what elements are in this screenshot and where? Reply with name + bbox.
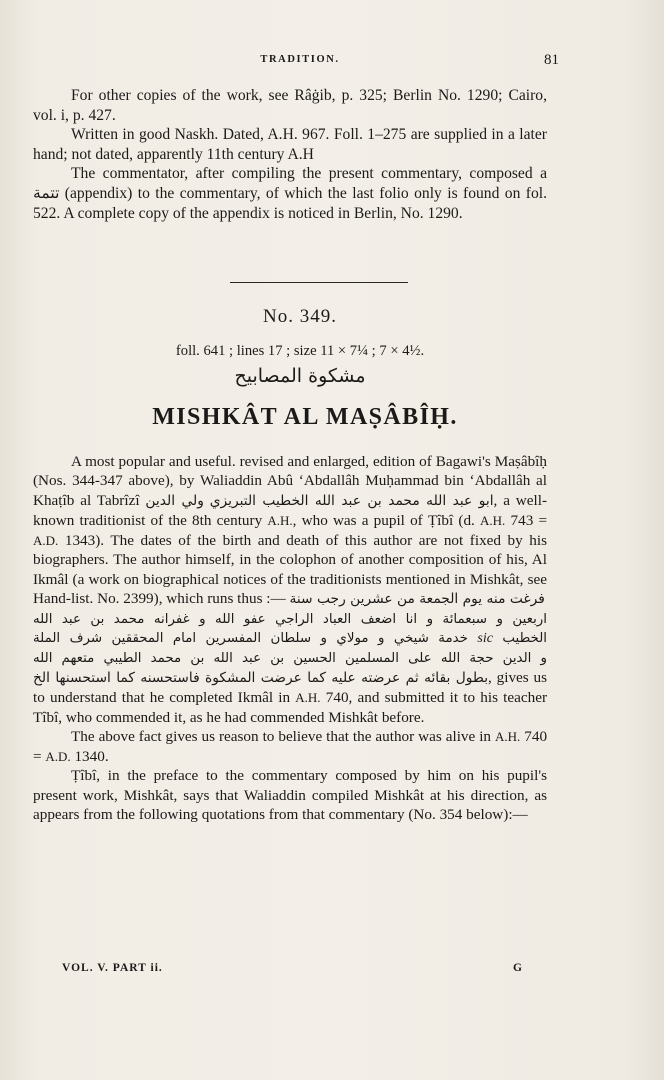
arabic-title: مشكوة المصابيح bbox=[234, 365, 366, 387]
arabic-phrase: الخطيب bbox=[502, 631, 547, 647]
text-run: , gives us to understand that he completed Ikmâl in bbox=[33, 668, 548, 707]
paragraph bbox=[33, 668, 547, 727]
previous-entry-notes bbox=[33, 86, 547, 223]
text-run: 743 = bbox=[510, 512, 548, 530]
arabic-quote-line: و الدين حجة الله على المسلمين الحسين بن عبد الله بن محمد الطيبي متعهم الله bbox=[33, 650, 547, 666]
physical-description: foll. 641 ; lines 17 ; size 11 × 7¼ ; 7 × 4½. bbox=[175, 343, 425, 359]
arabic-phrase: ابو عبد الله محمد بن عبد الله الخطيب التبريزي bbox=[209, 492, 494, 509]
page-number: 81 bbox=[544, 52, 559, 68]
arabic-phrase: بطول بقائه ثم عرضته عليه كما عرضت المشكوة فاستحسنه كما استحسنها الخ bbox=[33, 669, 489, 686]
signature-letter: G bbox=[513, 962, 522, 974]
section-divider bbox=[230, 282, 408, 283]
era-abbrev: A.H. bbox=[495, 729, 521, 745]
text-run: , a well-known traditionist of the 8th century bbox=[33, 491, 548, 530]
text-run: 1343). The dates of the birth and death of this author are not fixed by his biographers. The author himself, in the colophon of another composition of his, Al Ikmâl (a work on biographical notices of the traditionists mentioned in Mishkât, see Hand-list. No. 2399), which runs thus :— bbox=[33, 531, 548, 608]
text-run: The above fact gives us reason to believe that the author was alive in bbox=[71, 728, 492, 746]
era-abbrev: A.D. bbox=[33, 532, 59, 548]
text-run: A most popular and useful. revised and enlarged, edition of Bagawi's Maṣâbîḥ (Nos. 344-347 above), by Waliaddin Abû ‘Abdallâh Muḥammad bin ‘Abdallâh al Khaṭîb al Tabrîzî bbox=[33, 453, 547, 509]
running-head-title: TRADITION. bbox=[260, 54, 340, 65]
sic-note: sic bbox=[477, 631, 493, 647]
arabic-phrase: فرغت منه يوم الجمعة من عشرين رجب سنة bbox=[289, 591, 545, 608]
text-run: 1340. bbox=[74, 747, 109, 765]
era-abbrev: A.H. bbox=[295, 690, 321, 706]
volume-signature: VOL. V. PART ii. bbox=[62, 962, 163, 974]
entry-body bbox=[33, 452, 547, 825]
paragraph bbox=[33, 452, 547, 610]
era-abbrev: A.H. bbox=[267, 513, 293, 529]
paragraph bbox=[33, 727, 547, 766]
entry-title: MISHKÂT AL MAṢÂBÎḤ. bbox=[152, 404, 458, 430]
paragraph: The commentator, after compiling the present commentary, composed a تتمة (appendix) to the commentary, of which the last folio only is found on fol. 522. A complete copy of the appendix is noticed in Berlin, No. 1290. bbox=[33, 165, 547, 222]
running-head bbox=[0, 52, 664, 72]
era-abbrev: A.D. bbox=[45, 748, 71, 764]
text-run: 740 = bbox=[33, 728, 548, 765]
text-run: 740, and submitted it to his teacher Tîbî, who commended it, as he had commended Mishkât before. bbox=[33, 689, 548, 726]
signature-line bbox=[62, 962, 522, 980]
era-abbrev: A.H. bbox=[480, 513, 506, 529]
arabic-phrase: ولي الدين bbox=[145, 492, 204, 509]
paragraph: Ṭîbî, in the preface to the commentary composed by him on his pupil's present work, Mishkât, says that Waliaddin compiled Mishkât at his direction, as appears from the following quotations from that commentary (No. 354 below):— bbox=[33, 767, 547, 824]
arabic-quote-line bbox=[33, 629, 547, 648]
paragraph: Written in good Naskh. Dated, A.H. 967. Foll. 1–275 are supplied in a later hand; not dated, apparently 11th century A.H bbox=[33, 126, 547, 163]
entry-number: No. 349. bbox=[263, 306, 337, 327]
text-run: , who was a pupil of Ṭîbî (d. bbox=[292, 512, 475, 530]
paragraph: For other copies of the work, see Râġib, p. 325; Berlin No. 1290; Cairo, vol. i, p. 427. bbox=[33, 87, 547, 124]
arabic-phrase: خدمة شيخي و مولاي و سلطان المفسرين امام المحققين شرف الملة bbox=[33, 631, 468, 647]
arabic-quote-line: اربعين و سبعمائة و انا اضعف العباد الراجي عفو الله و غفرانه محمد بن عبد الله bbox=[33, 611, 547, 627]
